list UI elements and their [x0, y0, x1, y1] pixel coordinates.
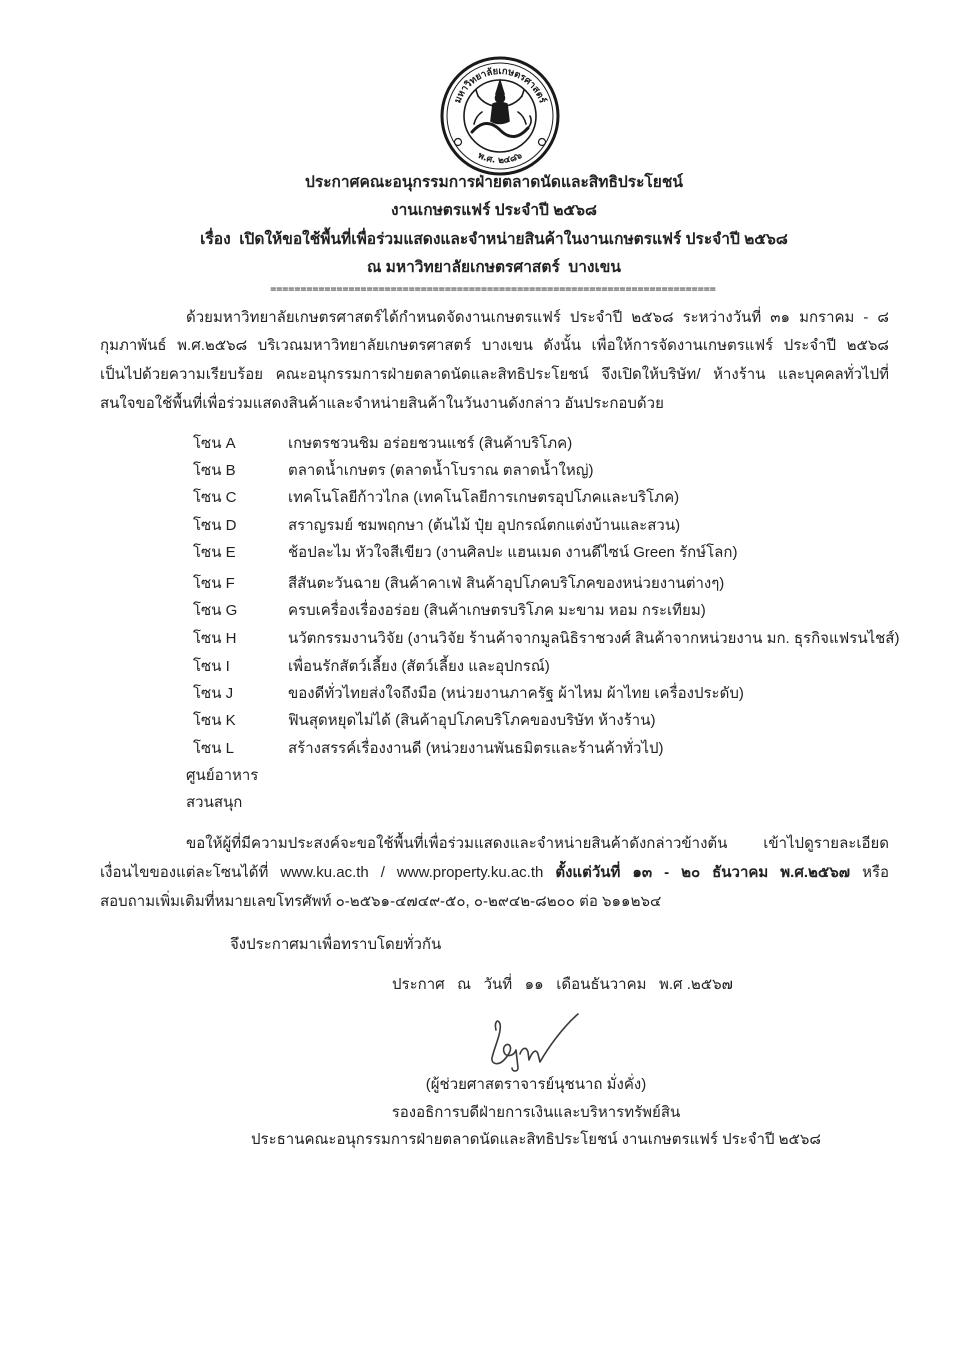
intro-line-1: ด้วยมหาวิทยาลัยเกษตรศาสตร์ได้กำหนดจัดงานเกษตรแฟร์ ประจำปี ๒๕๖๘ ระหว่างวันที่ ๓๑ มกราคม - ๘ — [186, 309, 889, 326]
signatory-name: (ผู้ช่วยศาสตราจารย์นุชนาถ มั่งคั่ง) — [425, 1076, 647, 1093]
seal-left-ornament — [455, 139, 462, 146]
zone-description: สราญรมย์ ชมพฤกษา (ต้นไม้ ปุ๋ย อุปกรณ์ตกแต่งบ้านและสวน) — [288, 517, 681, 534]
zone-label: โซน J — [193, 685, 234, 702]
details-date-range: ตั้งแต่วันที่ ๑๓ - ๒๐ ธันวาคม พ.ศ.๒๕๖๗ — [555, 864, 851, 881]
details-line-1: ขอให้ผู้ที่มีความประสงค์จะขอใช้พื้นที่เพื่อร่วมแสดงและจำหน่ายสินค้าดังกล่าวข้างต้น เข้าไปดูรายละเอียด — [186, 835, 889, 852]
subject-line: เรื่อง เปิดให้ขอใช้พื้นที่เพื่อร่วมแสดงและจำหน่ายสินค้าในงานเกษตรแฟร์ ประจำปี ๒๕๖๘ — [200, 231, 788, 248]
zone-label: โซน E — [193, 544, 236, 561]
zone-label: โซน K — [193, 712, 236, 729]
zone-description: ตลาดน้ำเกษตร (ตลาดน้ำโบราณ ตลาดน้ำใหญ่) — [288, 462, 594, 479]
seal-right-ornament — [539, 139, 546, 146]
intro-line-2: กุมภาพันธ์ พ.ศ.๒๕๖๘ บริเวณมหาวิทยาลัยเกษตรศาสตร์ บางเขน ดังนั้น เพื่อให้การจัดงานเกษตรแฟร์ ประจำปี ๒๕๖๘ — [100, 337, 889, 354]
zone-label: โซน I — [193, 658, 230, 675]
zone-label: โซน C — [193, 489, 237, 506]
zone-label: โซน D — [193, 517, 237, 534]
location-line: ณ มหาวิทยาลัยเกษตรศาสตร์ บางเขน — [366, 259, 621, 276]
details-line-2 — [100, 862, 889, 884]
seal-name-text: มหาวิทยาลัยเกษตรศาสตร์ — [452, 65, 548, 105]
signature-stroke — [492, 1014, 578, 1071]
zone-description: นวัตกรรมงานวิจัย (งานวิจัย ร้านค้าจากมูลนิธิราชวงศ์ สินค้าจากหน่วยงาน มก. ธุรกิจแฟรนไชส์) — [288, 630, 900, 647]
zone-description: ช้อปละไม หัวใจสีเขียว (งานศิลปะ แฮนเมด งานดีไซน์ Green รักษ์โลก) — [288, 544, 738, 561]
details-or-text: หรือ — [862, 864, 890, 881]
zone-description: เทคโนโลยีก้าวไกล (เทคโนโลยีการเกษตรอุปโภคและบริโภค) — [288, 489, 680, 506]
intro-line-3: เป็นไปด้วยความเรียบร้อย คณะอนุกรรมการฝ่ายตลาดนัดและสิทธิประโยชน์ จึงเปิดให้บริษัท/ ห้างร้าน และบุคคลทั่วไปที่ — [100, 366, 889, 383]
zone-description: ฟินสุดหยุดไม่ได้ (สินค้าอุปโภคบริโภคของบริษัท ห้างร้าน) — [288, 712, 656, 729]
university-seal — [438, 54, 562, 178]
zone-label: โซน A — [193, 435, 236, 452]
zone-label: โซน L — [193, 740, 235, 757]
food-court-zone: ศูนย์อาหาร — [186, 767, 259, 784]
separator-line: ========================================================================== — [270, 284, 716, 295]
zone-label: โซน F — [193, 575, 235, 592]
zone-label: โซน B — [193, 462, 236, 479]
zone-description: เกษตรชวนชิม อร่อยชวนแชร์ (สินค้าบริโภค) — [288, 435, 573, 452]
zone-description: ของดีทั่วไทยส่งใจถึงมือ (หน่วยงานภาครัฐ ผ้าไหม ผ้าไทย เครื่องประดับ) — [288, 685, 744, 702]
announcement-date: ประกาศ ณ วันที่ ๑๑ เดือนธันวาคม พ.ศ .๒๕๖๗ — [392, 976, 733, 993]
zone-label: โซน H — [193, 630, 237, 647]
signatory-position: รองอธิการบดีฝ่ายการเงินและบริหารทรัพย์สิน — [391, 1104, 681, 1121]
event-title: งานเกษตรแฟร์ ประจำปี ๒๕๖๘ — [391, 202, 597, 219]
zone-description: เพื่อนรักสัตว์เลี้ยง (สัตว์เลี้ยง และอุปกรณ์) — [288, 658, 550, 675]
details-website-text: เงื่อนไขของแต่ละโซนได้ที่ www.ku.ac.th / www.property.ku.ac.th — [100, 864, 544, 881]
zone-description: สร้างสรรค์เรื่องงานดี (หน่วยงานพันธมิตรและร้านค้าทั่วไป) — [288, 740, 664, 757]
seal-deity-figure — [472, 81, 531, 137]
seal-year-text: พ.ศ. ๒๔๘๖ — [476, 150, 524, 167]
intro-line-4: สนใจขอใช้พื้นที่เพื่อร่วมแสดงสินค้าและจำหน่ายสินค้าในวันงานดังกล่าว อันประกอบด้วย — [100, 395, 664, 412]
zone-description: สีสันตะวันฉาย (สินค้าคาเฟ่ สินค้าอุปโภคบริโภคของหน่วยงานต่างๆ) — [288, 575, 725, 592]
closing-line: จึงประกาศมาเพื่อทราบโดยทั่วกัน — [230, 936, 442, 953]
amusement-park-zone: สวนสนุก — [186, 794, 243, 811]
signatory-role: ประธานคณะอนุกรรมการฝ่ายตลาดนัดและสิทธิประโยชน์ งานเกษตรแฟร์ ประจำปี ๒๕๖๘ — [251, 1131, 821, 1148]
zone-label: โซน G — [193, 602, 238, 619]
details-line-3: สอบถามเพิ่มเติมที่หมายเลขโทรศัพท์ ๐-๒๕๖๑-๔๗๔๙-๕๐, ๐-๒๙๔๒-๘๒๐๐ ต่อ ๖๑๑๒๖๔ — [100, 893, 662, 910]
signature — [482, 1008, 582, 1074]
zone-description: ครบเครื่องเรื่องอร่อย (สินค้าเกษตรบริโภค มะขาม หอม กระเทียม) — [288, 602, 706, 619]
announcement-title: ประกาศคณะอนุกรรมการฝ่ายตลาดนัดและสิทธิประโยชน์ — [305, 174, 683, 191]
